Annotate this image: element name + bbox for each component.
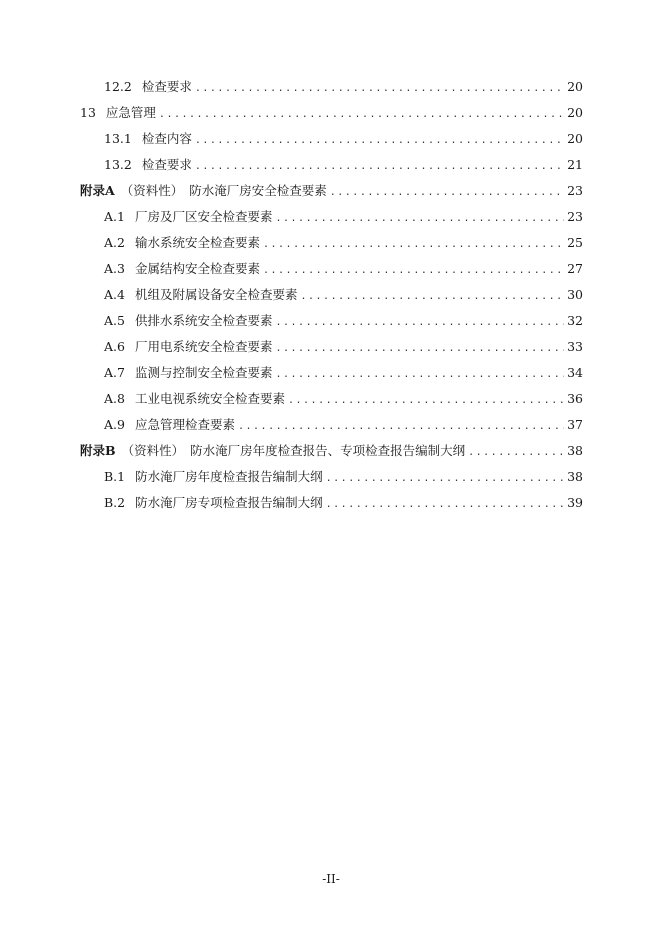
toc-dot-leader [195, 135, 564, 146]
toc-dot-leader [275, 213, 564, 224]
toc-entry-number: B.1 [104, 469, 126, 484]
toc-entry-page: 38 [567, 443, 583, 458]
toc-entry [80, 493, 583, 519]
toc-entry [80, 155, 583, 181]
toc-entry [80, 233, 583, 259]
toc-dot-leader [263, 265, 564, 276]
toc-entry-number: A.5 [104, 313, 125, 328]
toc-entry-number: 附录A [80, 183, 115, 198]
toc-entry-page: 25 [567, 235, 583, 250]
toc-entry [80, 337, 583, 363]
toc-entry-title: 工业电视系统安全检查要素 [134, 391, 285, 406]
toc-dot-leader [326, 473, 564, 484]
toc-entry-title: 机组及附属设备安全检查要素 [134, 287, 298, 302]
toc-entry-title: 防水淹厂房年度检查报告编制大纲 [135, 469, 323, 484]
toc-entry-number: A.8 [104, 391, 125, 406]
toc-entry [80, 415, 583, 441]
toc-entry-page: 23 [567, 183, 583, 198]
toc-entry-page: 37 [567, 417, 583, 432]
toc-dot-leader [330, 187, 564, 198]
toc-entry-title: 金属结构安全检查要素 [134, 261, 260, 276]
toc-entry-title: 检查内容 [141, 131, 192, 146]
toc-entry-annex-type: （资料性） [120, 183, 184, 198]
toc-dot-leader [468, 447, 564, 458]
toc-entry [80, 285, 583, 311]
toc-entry-number: 13.1 [104, 131, 132, 146]
toc-entry-number: A.3 [104, 261, 125, 276]
toc-entry-title: 应急管理检查要素 [134, 417, 235, 432]
toc-entry [80, 259, 583, 285]
toc-entry-number: 13 [80, 105, 96, 120]
toc-entry [80, 363, 583, 389]
toc-entry-title: 厂房及厂区安全检查要素 [134, 209, 273, 224]
toc-entry-page: 36 [567, 391, 583, 406]
toc-entry [80, 129, 583, 155]
toc-entry-annex-type: （资料性） [121, 443, 185, 458]
toc-entry-title: 监测与控制安全检查要素 [134, 365, 273, 380]
toc-entry-number: A.1 [104, 209, 125, 224]
table-of-contents [80, 77, 583, 519]
toc-entry-page: 38 [567, 469, 583, 484]
toc-dot-leader [288, 395, 564, 406]
toc-dot-leader [263, 239, 564, 250]
toc-entry [80, 103, 583, 129]
toc-entry-page: 21 [567, 157, 583, 172]
toc-dot-leader [275, 369, 564, 380]
toc-entry-number: A.4 [104, 287, 125, 302]
toc-entry [80, 441, 583, 467]
toc-entry-number: 12.2 [104, 79, 132, 94]
toc-entry [80, 467, 583, 493]
toc-dot-leader [195, 83, 564, 94]
toc-entry [80, 207, 583, 233]
toc-entry-title: 检查要求 [141, 157, 192, 172]
toc-entry-title: 防水淹厂房安全检查要素 [189, 183, 327, 198]
page-number: -II- [322, 872, 340, 886]
toc-entry-page: 20 [567, 105, 583, 120]
toc-entry-title: 应急管理 [105, 105, 156, 120]
toc-entry-title: 防水淹厂房专项检查报告编制大纲 [135, 495, 323, 510]
toc-dot-leader [238, 421, 564, 432]
toc-entry-number: A.9 [104, 417, 125, 432]
toc-entry [80, 77, 583, 103]
toc-entry-number: A.6 [104, 339, 125, 354]
toc-entry [80, 181, 583, 207]
toc-entry-page: 34 [567, 365, 583, 380]
toc-entry-page: 20 [567, 79, 583, 94]
toc-entry-title: 防水淹厂房年度检查报告、专项检查报告编制大纲 [190, 443, 466, 458]
toc-entry-number: A.7 [104, 365, 125, 380]
toc-entry-number: 附录B [80, 443, 116, 458]
toc-entry-page: 30 [567, 287, 583, 302]
toc-entry-title: 检查要求 [141, 79, 192, 94]
toc-entry-page: 32 [567, 313, 583, 328]
toc-entry [80, 389, 583, 415]
toc-entry-title: 供排水系统安全检查要素 [134, 313, 273, 328]
toc-entry-page: 23 [567, 209, 583, 224]
toc-entry-number: B.2 [104, 495, 126, 510]
toc-dot-leader [326, 499, 564, 510]
toc-dot-leader [275, 317, 564, 328]
toc-entry-page: 33 [567, 339, 583, 354]
toc-dot-leader [159, 109, 564, 120]
toc-entry-title: 厂用电系统安全检查要素 [134, 339, 273, 354]
toc-dot-leader [195, 161, 564, 172]
toc-entry-number: 13.2 [104, 157, 132, 172]
toc-entry-page: 20 [567, 131, 583, 146]
toc-dot-leader [275, 343, 564, 354]
toc-entry-title: 输水系统安全检查要素 [134, 235, 260, 250]
toc-entry-number: A.2 [104, 235, 125, 250]
toc-entry [80, 311, 583, 337]
toc-entry-page: 39 [567, 495, 583, 510]
toc-dot-leader [300, 291, 564, 302]
toc-entry-page: 27 [567, 261, 583, 276]
